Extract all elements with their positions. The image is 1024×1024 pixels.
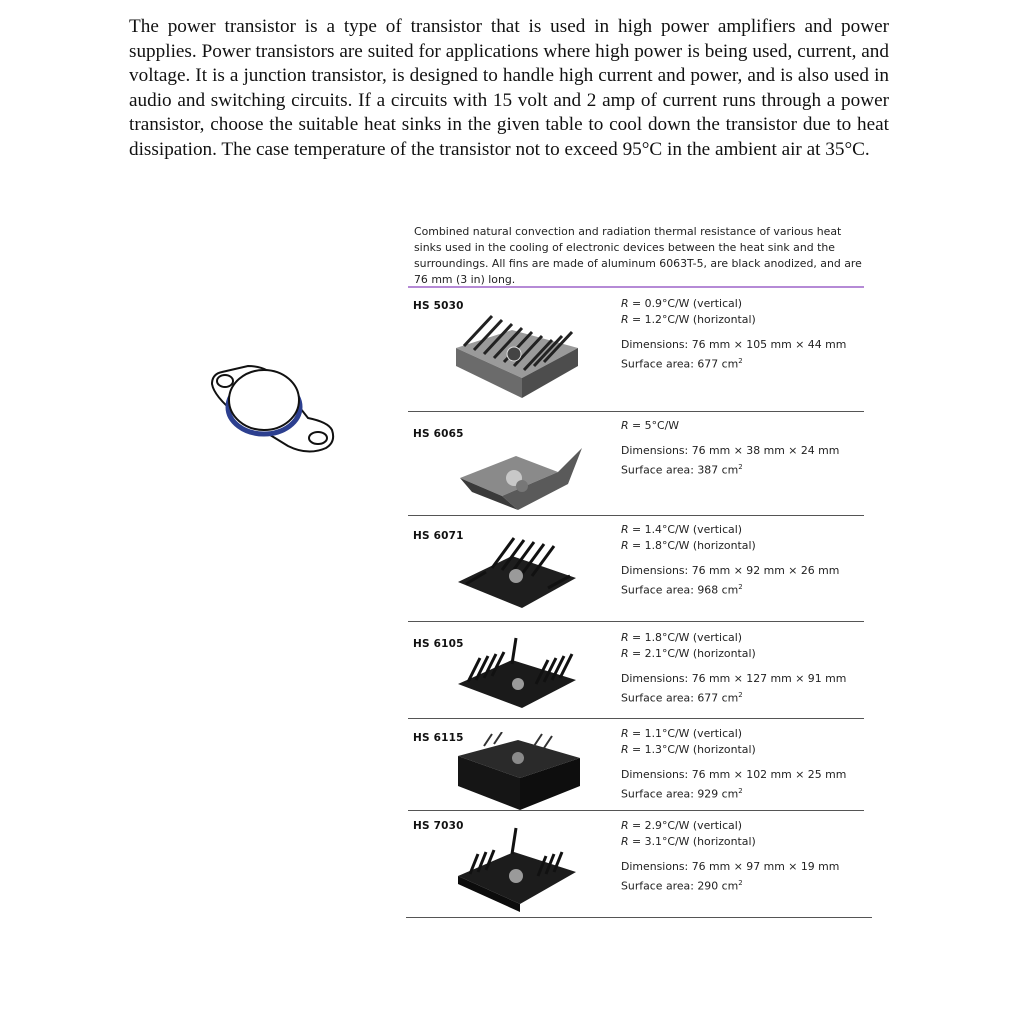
model-name: HS 6115	[413, 732, 464, 744]
specs: R = 1.8°C/W (vertical) R = 2.1°C/W (horizontal) Dimensions: 76 mm × 127 mm × 91 mm Surface area: 677 $cm^2$	[621, 631, 847, 705]
heatsink-row-hs5030	[408, 288, 868, 412]
power-transistor-illustration	[208, 352, 336, 460]
model-name: HS 5030	[413, 300, 464, 312]
specs: R = 0.9°C/W (vertical) R = 1.2°C/W (horizontal) Dimensions: 76 mm × 105 mm × 44 mm Surface area: 677 $cm^2$	[621, 297, 847, 371]
heatsink-hs6071-image	[452, 532, 582, 614]
model-name: HS 7030	[413, 820, 464, 832]
heatsink-hs7030-image	[452, 824, 582, 914]
model-name: HS 6071	[413, 530, 464, 542]
heatsink-hs5030-image	[452, 308, 582, 400]
table-bottom-rule	[406, 917, 872, 918]
heatsink-row-hs7030	[408, 810, 868, 916]
heatsink-hs6065-image	[458, 442, 588, 516]
specs: R = 1.1°C/W (vertical) R = 1.3°C/W (horizontal) Dimensions: 76 mm × 102 mm × 25 mm Surface area: 929 $cm^2$	[621, 727, 847, 801]
specs: R = 5°C/W Dimensions: 76 mm × 38 mm × 24 mm Surface area: 387 $cm^2$	[621, 419, 840, 477]
heatsink-row-hs6071	[408, 516, 868, 622]
specs: R = 1.4°C/W (vertical) R = 1.8°C/W (horizontal) Dimensions: 76 mm × 92 mm × 26 mm Surface area: 968 $cm^2$	[621, 523, 840, 597]
heatsink-row-hs6105	[408, 622, 868, 718]
specs: R = 2.9°C/W (vertical) R = 3.1°C/W (horizontal) Dimensions: 76 mm × 97 mm × 19 mm Surface area: 290 $cm^2$	[621, 819, 840, 893]
heatsink-row-hs6065	[408, 412, 868, 516]
table-caption: Combined natural convection and radiation thermal resistance of various heat sinks used in the cooling of electronic devices between the heat sink and the surroundings. All fins are made of aluminum 6063T-5, are black anodized, and are 76 mm (3 in) long.	[414, 225, 862, 286]
model-name: HS 6105	[413, 638, 464, 650]
problem-statement: The power transistor is a type of transistor that is used in high power amplifiers and power supplies. Power transistors are suited for applications where high power is being used, current, and voltage. It is a junction transistor, is designed to handle high current and power, and is also used in audio and switching circuits. If a circuits with 15 volt and 2 amp of current runs through a power transistor, choose the suitable heat sinks in the given table to cool down the transistor due to heat dissipation. The case temperature of the transistor not to exceed 95°C in the ambient air at 35°C.	[129, 16, 889, 160]
model-name: HS 6065	[413, 428, 464, 440]
heatsink-hs6115-image	[454, 732, 584, 812]
heatsink-hs6105-image	[452, 634, 582, 714]
heatsink-row-hs6115	[408, 718, 868, 810]
